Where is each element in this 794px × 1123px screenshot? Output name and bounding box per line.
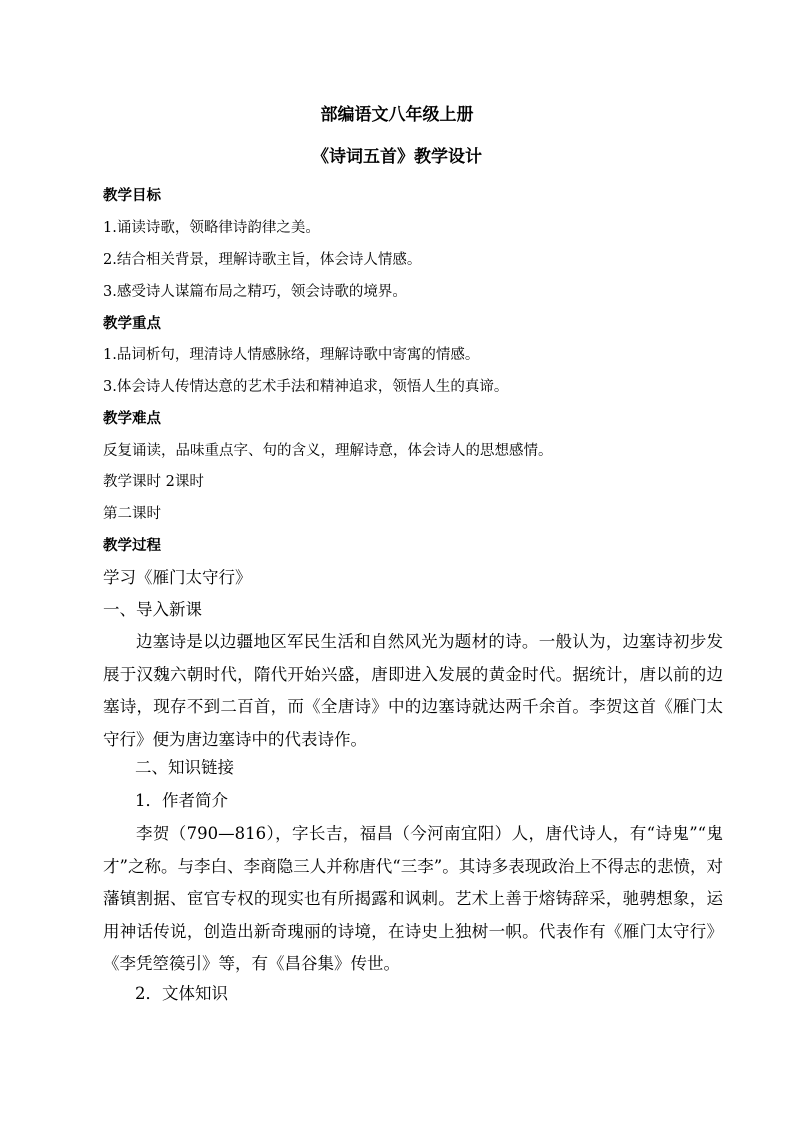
author-paragraph: 李贺（790—816），字长吉，福昌（今河南宜阳）人，唐代诗人，有“诗鬼”“鬼才”之称。与李白、李商隐三人并称唐代“三李”。其诗多表现政治上不得志的悲愤，对藩镇割据、宦官专权的现实也有所揭露和讽刺。艺术上善于熔铸辞采，驰骋想象，运用神话传说，创造出新奇瑰丽的诗境，在诗史上独树一帜。代表作有《雁门太守行》《李凭箜篌引》等，有《昌谷集》传世。 bbox=[103, 824, 723, 973]
document-title: 部编语文八年级上册 bbox=[320, 105, 474, 125]
goal-item: 2.结合相关背景，理解诗歌主旨，体会诗人情感。 bbox=[103, 252, 422, 268]
knowledge-heading: 二、知识链接 bbox=[135, 758, 234, 777]
author-heading: 1．作者简介 bbox=[135, 791, 228, 810]
class-hours: 教学课时 2课时 bbox=[103, 474, 204, 490]
key-point-item: 1.品词析句，理清诗人情感脉络，理解诗歌中寄寓的情感。 bbox=[103, 347, 480, 363]
difficulties-heading: 教学难点 bbox=[103, 410, 161, 427]
key-point-item: 3.体会诗人传情达意的艺术手法和精神追求，领悟人生的真谛。 bbox=[103, 379, 509, 395]
document-subtitle: 《诗词五首》教学设计 bbox=[312, 147, 482, 167]
key-points-heading: 教学重点 bbox=[103, 315, 161, 332]
genre-heading: 2．文体知识 bbox=[135, 984, 228, 1003]
goal-item: 3.感受诗人谋篇布局之精巧，领会诗歌的境界。 bbox=[103, 284, 407, 300]
goal-item: 1.诵读诗歌，领略律诗韵律之美。 bbox=[103, 220, 320, 236]
difficulties-text: 反复诵读，品味重点字、句的含义，理解诗意，体会诗人的思想感情。 bbox=[103, 443, 553, 459]
intro-paragraph: 边塞诗是以边疆地区军民生活和自然风光为题材的诗。一般认为，边塞诗初步发展于汉魏六朝时代，隋代开始兴盛，唐即进入发展的黄金时代。据统计，唐以前的边塞诗，现存不到二百首，而《全唐诗》中的边塞诗就达两千余首。李贺这首《雁门太守行》便为唐边塞诗中的代表诗作。 bbox=[103, 632, 723, 749]
process-heading: 教学过程 bbox=[103, 537, 161, 554]
intro-heading: 一、导入新课 bbox=[103, 600, 202, 619]
goals-heading: 教学目标 bbox=[103, 187, 161, 204]
lesson-label: 第二课时 bbox=[103, 506, 161, 522]
study-title: 学习《雁门太守行》 bbox=[103, 568, 252, 587]
